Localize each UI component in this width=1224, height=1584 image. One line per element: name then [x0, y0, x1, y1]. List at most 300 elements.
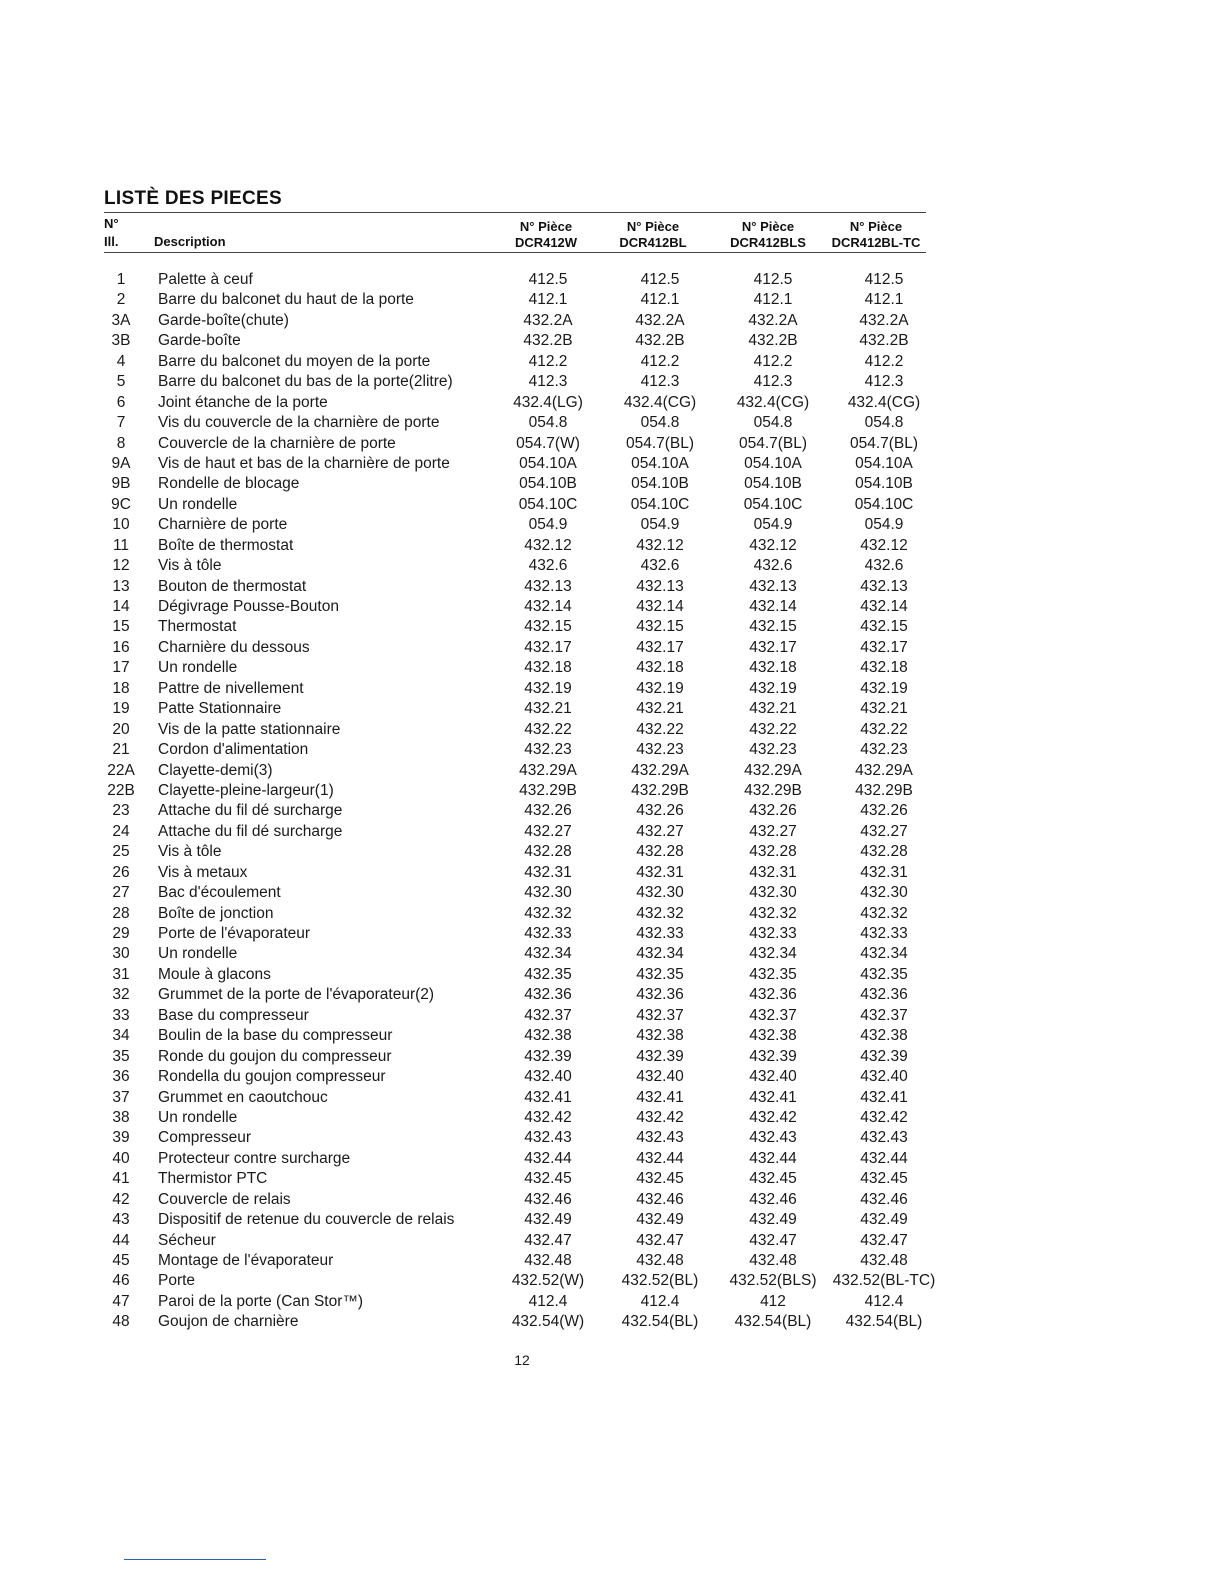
part-number-dcr412bls: 432.23: [749, 741, 797, 759]
table-row: [0, 638, 1224, 658]
item-description: Attache du fil dé surcharge: [158, 822, 343, 840]
item-number: 43: [112, 1211, 130, 1229]
part-number-dcr412bl: 432.49: [636, 1211, 684, 1229]
item-number: 1: [116, 271, 126, 288]
header-model-1: DCR412W: [514, 235, 578, 250]
part-number-dcr412bl-tc: 432.49: [860, 1211, 908, 1229]
table-row: [0, 1231, 1224, 1251]
table-row: [0, 1067, 1224, 1087]
item-description: Vis de haut et bas de la charnière de porte: [158, 454, 450, 472]
item-number: 33: [112, 1006, 130, 1024]
item-description: Vis à tôle: [158, 557, 222, 575]
item-number: 6: [116, 393, 126, 411]
item-description: Un rondelle: [158, 495, 238, 513]
part-number-dcr412bl-tc: 432.13: [860, 577, 908, 595]
item-number: 20: [112, 720, 130, 738]
item-number: 26: [112, 863, 130, 881]
part-number-dcr412bls: 432.18: [749, 659, 797, 677]
part-number-dcr412w: 432.6: [528, 557, 568, 575]
table-row: [0, 1026, 1224, 1046]
part-number-dcr412bl: 432.22: [636, 720, 684, 738]
part-number-dcr412w: 432.39: [524, 1047, 572, 1065]
item-description: Charnière du dessous: [158, 638, 310, 656]
part-number-dcr412w: 432.23: [524, 741, 572, 759]
table-row: [0, 1251, 1224, 1271]
part-number-dcr412bl: 432.6: [640, 557, 680, 575]
footer-line: [124, 1559, 266, 1560]
table-row: [0, 740, 1224, 760]
part-number-dcr412bl: 054.8: [640, 414, 680, 432]
part-number-dcr412bl-tc: 054.9: [864, 516, 904, 534]
item-description: Vis à metaux: [158, 863, 248, 881]
part-number-dcr412bl-tc: 054.10A: [855, 454, 913, 472]
part-number-dcr412bl: 432.52(BL): [621, 1272, 699, 1290]
part-number-dcr412bl-tc: 432.14: [860, 598, 908, 615]
part-number-dcr412w: 432.41: [524, 1088, 572, 1106]
part-number-dcr412bl: 432.4(CG): [623, 393, 697, 411]
part-number-dcr412bl: 432.44: [636, 1149, 684, 1167]
part-number-dcr412bl-tc: 412.4: [864, 1292, 904, 1310]
part-number-dcr412bls: 432.14: [749, 598, 797, 615]
part-number-dcr412w: 432.4(LG): [513, 393, 583, 411]
table-row: [0, 1088, 1224, 1108]
part-number-dcr412bl: 412.5: [640, 271, 680, 288]
part-number-dcr412bls: 432.2A: [748, 311, 798, 329]
part-number-dcr412bls: 432.34: [749, 945, 797, 963]
part-number-dcr412bl-tc: 412.5: [864, 271, 904, 288]
item-description: Un rondelle: [158, 659, 238, 677]
part-number-dcr412bl: 432.19: [636, 679, 684, 697]
item-description: Un rondelle: [158, 1108, 238, 1126]
part-number-dcr412w: 432.47: [524, 1231, 572, 1249]
part-number-dcr412w: 432.28: [524, 843, 572, 861]
part-number-dcr412bl-tc: 432.31: [860, 863, 908, 881]
part-number-dcr412bl-tc: 432.33: [860, 925, 908, 942]
item-number: 27: [112, 884, 130, 902]
part-number-dcr412bls: 432.36: [749, 986, 797, 1004]
table-row: [0, 720, 1224, 740]
part-number-dcr412bl-tc: 432.34: [860, 945, 908, 963]
part-number-dcr412bl-tc: 432.39: [860, 1047, 908, 1065]
item-description: Base du compresseur: [158, 1006, 309, 1024]
table-row: [0, 413, 1224, 433]
part-number-dcr412bls: 412.2: [753, 352, 793, 370]
part-number-dcr412w: 412.3: [528, 373, 568, 391]
item-description: Thermistor PTC: [158, 1170, 268, 1188]
item-number: 44: [112, 1231, 130, 1249]
table-row: [0, 515, 1224, 535]
table-row: [0, 1271, 1224, 1291]
part-number-dcr412bl-tc: 432.22: [860, 720, 908, 738]
part-number-dcr412bl: 432.2A: [635, 311, 685, 329]
item-description: Barre du balconet du moyen de la porte: [158, 352, 431, 370]
item-description: Pattre de nivellement: [158, 679, 304, 697]
table-row: [0, 863, 1224, 883]
table-row: [0, 924, 1224, 944]
table-row: [0, 1169, 1224, 1189]
part-number-dcr412bls: 432.33: [749, 925, 797, 942]
part-number-dcr412bls: 412.3: [753, 373, 793, 391]
item-description: Dégivrage Pousse-Bouton: [158, 598, 339, 615]
item-description: Grummet de la porte de l'évaporateur(2): [158, 986, 435, 1004]
part-number-dcr412bl-tc: 432.48: [860, 1252, 908, 1269]
item-description: Sécheur: [158, 1231, 216, 1249]
table-row: [0, 965, 1224, 985]
part-number-dcr412bl: 432.23: [636, 741, 684, 759]
part-number-dcr412bl-tc: 432.28: [860, 843, 908, 861]
item-description: Couvercle de relais: [158, 1190, 291, 1208]
part-number-dcr412bls: 432.17: [749, 638, 797, 656]
item-number: 29: [112, 925, 130, 942]
part-number-dcr412bls: 432.29A: [744, 761, 802, 779]
part-number-dcr412bl-tc: 432.29A: [855, 761, 913, 779]
part-number-dcr412bls: 432.27: [749, 822, 797, 840]
part-number-dcr412bl: 432.33: [636, 925, 684, 942]
part-number-dcr412bl-tc: 412.1: [864, 291, 904, 309]
part-number-dcr412bls: 432.35: [749, 965, 797, 983]
part-number-dcr412bl: 432.21: [636, 700, 684, 718]
part-number-dcr412w: 432.17: [524, 638, 572, 656]
part-number-dcr412bls: 432.44: [749, 1149, 797, 1167]
item-number: 9B: [111, 475, 131, 493]
table-row: [0, 781, 1224, 801]
item-description: Moule à glacons: [158, 965, 271, 983]
part-number-dcr412w: 432.40: [524, 1068, 572, 1086]
part-number-dcr412bls: 432.29B: [744, 781, 802, 799]
item-number: 41: [112, 1170, 130, 1188]
part-number-dcr412bl-tc: 432.26: [860, 802, 908, 820]
part-number-dcr412bl-tc: 432.4(CG): [847, 393, 921, 411]
part-number-dcr412w: 432.42: [524, 1108, 572, 1126]
page-title: LISTÈ DES PIECES: [104, 188, 282, 209]
item-number: 48: [112, 1313, 130, 1331]
item-description: Boîte de jonction: [158, 904, 274, 922]
part-number-dcr412w: 432.15: [524, 618, 572, 636]
header-model-3: DCR412BLS: [730, 235, 806, 250]
part-number-dcr412bls: 432.26: [749, 802, 797, 820]
item-number: 25: [112, 843, 130, 861]
part-number-dcr412bls: 432.46: [749, 1190, 797, 1208]
item-number: 4: [116, 352, 126, 370]
part-number-dcr412bls: 412: [760, 1292, 786, 1310]
header-piece-3: N° Pièce: [741, 219, 795, 234]
item-description: Garde-boîte: [158, 332, 241, 350]
part-number-dcr412w: 432.54(W): [511, 1313, 585, 1331]
part-number-dcr412bls: 432.52(BLS): [729, 1272, 817, 1290]
part-number-dcr412bl: 432.27: [636, 822, 684, 840]
part-number-dcr412w: 432.33: [524, 925, 572, 942]
item-number: 35: [112, 1047, 130, 1065]
part-number-dcr412w: 432.12: [524, 536, 572, 554]
part-number-dcr412bl: 054.10B: [631, 475, 689, 493]
part-number-dcr412w: 054.8: [528, 414, 568, 432]
part-number-dcr412bl-tc: 432.37: [860, 1006, 908, 1024]
item-number: 12: [112, 557, 130, 575]
part-number-dcr412w: 432.29A: [519, 761, 577, 779]
item-description: Boîte de thermostat: [158, 536, 294, 554]
part-number-dcr412bls: 432.49: [749, 1211, 797, 1229]
part-number-dcr412w: 054.10C: [518, 495, 578, 513]
table-row: [0, 944, 1224, 964]
header-description: Description: [154, 234, 226, 249]
item-description: Compresseur: [158, 1129, 252, 1147]
part-number-dcr412bls: 432.41: [749, 1088, 797, 1106]
table-row: [0, 290, 1224, 310]
part-number-dcr412bl-tc: 432.32: [860, 904, 908, 922]
item-description: Rondella du goujon compresseur: [158, 1068, 386, 1086]
table-row: [0, 352, 1224, 372]
part-number-dcr412w: 432.35: [524, 965, 572, 983]
item-description: Palette à ceuf: [158, 271, 253, 288]
item-number: 40: [112, 1149, 130, 1167]
item-description: Boulin de la base du compresseur: [158, 1027, 393, 1045]
page-number: 12: [514, 1352, 530, 1368]
part-number-dcr412bl-tc: 432.6: [864, 557, 904, 575]
item-number: 24: [112, 822, 130, 840]
table-row: [0, 822, 1224, 842]
item-description: Joint étanche de la porte: [158, 393, 328, 411]
part-number-dcr412bls: 054.10A: [744, 454, 802, 472]
item-number: 11: [112, 536, 130, 554]
table-row: [0, 842, 1224, 862]
header-model-4: DCR412BL-TC: [831, 235, 921, 250]
part-number-dcr412w: 432.38: [524, 1027, 572, 1045]
part-number-dcr412w: 054.9: [528, 516, 568, 534]
item-number: 18: [112, 679, 130, 697]
part-number-dcr412bl: 432.48: [636, 1252, 684, 1269]
part-number-dcr412bl-tc: 054.10C: [854, 495, 914, 513]
item-number: 21: [112, 741, 130, 759]
part-number-dcr412w: 432.46: [524, 1190, 572, 1208]
part-number-dcr412w: 412.2: [528, 352, 568, 370]
part-number-dcr412bl: 432.37: [636, 1006, 684, 1024]
part-number-dcr412bls: 432.31: [749, 863, 797, 881]
part-number-dcr412bl: 432.46: [636, 1190, 684, 1208]
part-number-dcr412bl-tc: 432.45: [860, 1170, 908, 1188]
part-number-dcr412bls: 432.19: [749, 679, 797, 697]
item-number: 2: [116, 291, 126, 309]
item-number: 17: [112, 659, 130, 677]
item-number: 22A: [107, 761, 135, 779]
part-number-dcr412w: 432.22: [524, 720, 572, 738]
table-row: [0, 434, 1224, 454]
item-number: 30: [112, 945, 130, 963]
part-number-dcr412w: 432.18: [524, 659, 572, 677]
part-number-dcr412bl-tc: 412.3: [864, 373, 904, 391]
part-number-dcr412bl: 054.10C: [630, 495, 690, 513]
item-description: Grummet en caoutchouc: [158, 1088, 328, 1106]
part-number-dcr412bls: 432.6: [753, 557, 793, 575]
table-row: [0, 495, 1224, 515]
item-description: Porte: [158, 1272, 196, 1290]
item-description: Paroi de la porte (Can Stor™): [158, 1292, 364, 1310]
part-number-dcr412bl-tc: 432.54(BL): [845, 1313, 923, 1331]
part-number-dcr412w: 432.13: [524, 577, 572, 595]
table-row: [0, 904, 1224, 924]
part-number-dcr412bls: 432.13: [749, 577, 797, 595]
table-row: [0, 801, 1224, 821]
part-number-dcr412bls: 432.39: [749, 1047, 797, 1065]
item-number: 31: [112, 965, 130, 983]
header-no-line2: Ill.: [104, 234, 119, 249]
table-row: [0, 679, 1224, 699]
item-number: 15: [112, 618, 130, 636]
part-number-dcr412bl-tc: 432.40: [860, 1068, 908, 1086]
item-number: 32: [112, 986, 130, 1004]
part-number-dcr412bls: 432.22: [749, 720, 797, 738]
part-number-dcr412bls: 432.4(CG): [736, 393, 810, 411]
part-number-dcr412bl: 432.26: [636, 802, 684, 820]
part-number-dcr412w: 432.19: [524, 679, 572, 697]
part-number-dcr412w: 054.10B: [519, 475, 577, 493]
part-number-dcr412bl: 432.32: [636, 904, 684, 922]
part-number-dcr412bl-tc: 432.43: [860, 1129, 908, 1147]
item-number: 22B: [107, 781, 135, 799]
item-description: Vis du couvercle de la charnière de porte: [158, 414, 440, 432]
part-number-dcr412bl-tc: 432.41: [860, 1088, 908, 1106]
part-number-dcr412bl: 412.4: [640, 1292, 680, 1310]
part-number-dcr412bl-tc: 432.47: [860, 1231, 908, 1249]
part-number-dcr412bl-tc: 412.2: [864, 352, 904, 370]
part-number-dcr412w: 054.10A: [519, 454, 577, 472]
part-number-dcr412bl: 432.42: [636, 1108, 684, 1126]
item-number: 13: [112, 577, 130, 595]
header-model-2: DCR412BL: [619, 235, 687, 250]
item-description: Vis de la patte stationnaire: [158, 720, 341, 738]
part-number-dcr412bl: 432.36: [636, 986, 684, 1004]
part-number-dcr412bl: 432.30: [636, 884, 684, 902]
part-number-dcr412w: 432.14: [524, 598, 572, 615]
item-description: Thermostat: [158, 618, 237, 636]
part-number-dcr412bl-tc: 432.44: [860, 1149, 908, 1167]
part-number-dcr412w: 432.29B: [519, 781, 577, 799]
table-row: [0, 617, 1224, 637]
item-number: 10: [112, 516, 130, 534]
item-number: 38: [112, 1108, 130, 1126]
item-description: Patte Stationnaire: [158, 700, 282, 718]
item-number: 34: [112, 1027, 130, 1045]
item-number: 3A: [111, 311, 131, 329]
item-number: 9C: [111, 495, 131, 513]
part-number-dcr412bl-tc: 054.8: [864, 414, 904, 432]
item-description: Montage de l'évaporateur: [158, 1252, 334, 1269]
part-number-dcr412bl: 432.43: [636, 1129, 684, 1147]
part-number-dcr412bl: 054.7(BL): [625, 434, 695, 452]
item-description: Charnière de porte: [158, 516, 288, 534]
part-number-dcr412bl: 432.34: [636, 945, 684, 963]
part-number-dcr412bls: 432.37: [749, 1006, 797, 1024]
part-number-dcr412bl-tc: 054.10B: [855, 475, 913, 493]
part-number-dcr412w: 432.31: [524, 863, 572, 881]
item-number: 5: [116, 373, 126, 391]
item-number: 7: [116, 414, 126, 432]
part-number-dcr412bl-tc: 432.23: [860, 741, 908, 759]
part-number-dcr412w: 432.49: [524, 1211, 572, 1229]
part-number-dcr412bl-tc: 432.52(BL-TC): [832, 1272, 936, 1290]
table-row: [0, 1047, 1224, 1067]
header-rule: [104, 252, 926, 253]
part-number-dcr412bl-tc: 432.36: [860, 986, 908, 1004]
part-number-dcr412w: 432.48: [524, 1252, 572, 1269]
part-number-dcr412bls: 432.42: [749, 1108, 797, 1126]
item-number: 46: [112, 1272, 130, 1290]
item-description: Barre du balconet du bas de la porte(2litre): [158, 373, 453, 391]
part-number-dcr412bls: 432.43: [749, 1129, 797, 1147]
part-number-dcr412w: 432.36: [524, 986, 572, 1004]
item-number: 16: [112, 638, 130, 656]
part-number-dcr412bl: 432.40: [636, 1068, 684, 1086]
part-number-dcr412bls: 054.8: [753, 414, 793, 432]
part-number-dcr412bl-tc: 432.42: [860, 1108, 908, 1126]
part-number-dcr412bls: 432.15: [749, 618, 797, 636]
part-number-dcr412bl: 432.29A: [631, 761, 689, 779]
item-description: Couvercle de la charnière de porte: [158, 434, 396, 452]
part-number-dcr412bls: 432.21: [749, 700, 797, 718]
part-number-dcr412bl: 432.13: [636, 577, 684, 595]
part-number-dcr412w: 432.30: [524, 884, 572, 902]
table-row: [0, 985, 1224, 1005]
part-number-dcr412bls: 054.10C: [743, 495, 803, 513]
item-description: Goujon de charnière: [158, 1313, 299, 1331]
part-number-dcr412bl: 432.14: [636, 598, 684, 615]
item-description: Protecteur contre surcharge: [158, 1149, 351, 1167]
item-description: Ronde du goujon du compresseur: [158, 1047, 392, 1065]
part-number-dcr412w: 432.26: [524, 802, 572, 820]
part-number-dcr412bl-tc: 432.27: [860, 822, 908, 840]
table-row: [0, 393, 1224, 413]
part-number-dcr412bls: 432.32: [749, 904, 797, 922]
part-number-dcr412bl-tc: 432.21: [860, 700, 908, 718]
table-row: [0, 331, 1224, 351]
table-row: [0, 372, 1224, 392]
table-row: [0, 1190, 1224, 1210]
item-description: Bac d'écoulement: [158, 884, 281, 902]
part-number-dcr412bls: 432.30: [749, 884, 797, 902]
item-number: 3B: [111, 332, 131, 350]
part-number-dcr412bl: 432.28: [636, 843, 684, 861]
part-number-dcr412w: 432.34: [524, 945, 572, 963]
part-number-dcr412bl: 432.39: [636, 1047, 684, 1065]
part-number-dcr412bls: 432.12: [749, 536, 797, 554]
part-number-dcr412bls: 412.1: [753, 291, 793, 309]
item-description: Porte de l'évaporateur: [158, 925, 311, 942]
table-row: [0, 1149, 1224, 1169]
part-number-dcr412bl: 432.54(BL): [621, 1313, 699, 1331]
part-number-dcr412bl: 432.17: [636, 638, 684, 656]
part-number-dcr412bl-tc: 432.38: [860, 1027, 908, 1045]
item-number: 8: [116, 434, 126, 452]
part-number-dcr412bl: 432.18: [636, 659, 684, 677]
item-description: Cordon d'alimentation: [158, 741, 309, 759]
item-description: Clayette-pleine-largeur(1): [158, 781, 334, 799]
part-number-dcr412bls: 054.7(BL): [738, 434, 808, 452]
item-number: 19: [112, 700, 130, 718]
part-number-dcr412bl-tc: 432.15: [860, 618, 908, 636]
part-number-dcr412bl-tc: 432.17: [860, 638, 908, 656]
part-number-dcr412bl: 432.47: [636, 1231, 684, 1249]
item-description: Vis à tôle: [158, 843, 222, 861]
header-piece-4: N° Pièce: [849, 219, 903, 234]
table-row: [0, 1128, 1224, 1148]
part-number-dcr412w: 432.37: [524, 1006, 572, 1024]
item-number: 9A: [111, 454, 131, 472]
item-description: Attache du fil dé surcharge: [158, 802, 343, 820]
part-number-dcr412bl-tc: 054.7(BL): [849, 434, 919, 452]
part-number-dcr412w: 412.4: [528, 1292, 568, 1310]
part-number-dcr412w: 432.44: [524, 1149, 572, 1167]
part-number-dcr412w: 432.21: [524, 700, 572, 718]
part-number-dcr412w: 432.45: [524, 1170, 572, 1188]
